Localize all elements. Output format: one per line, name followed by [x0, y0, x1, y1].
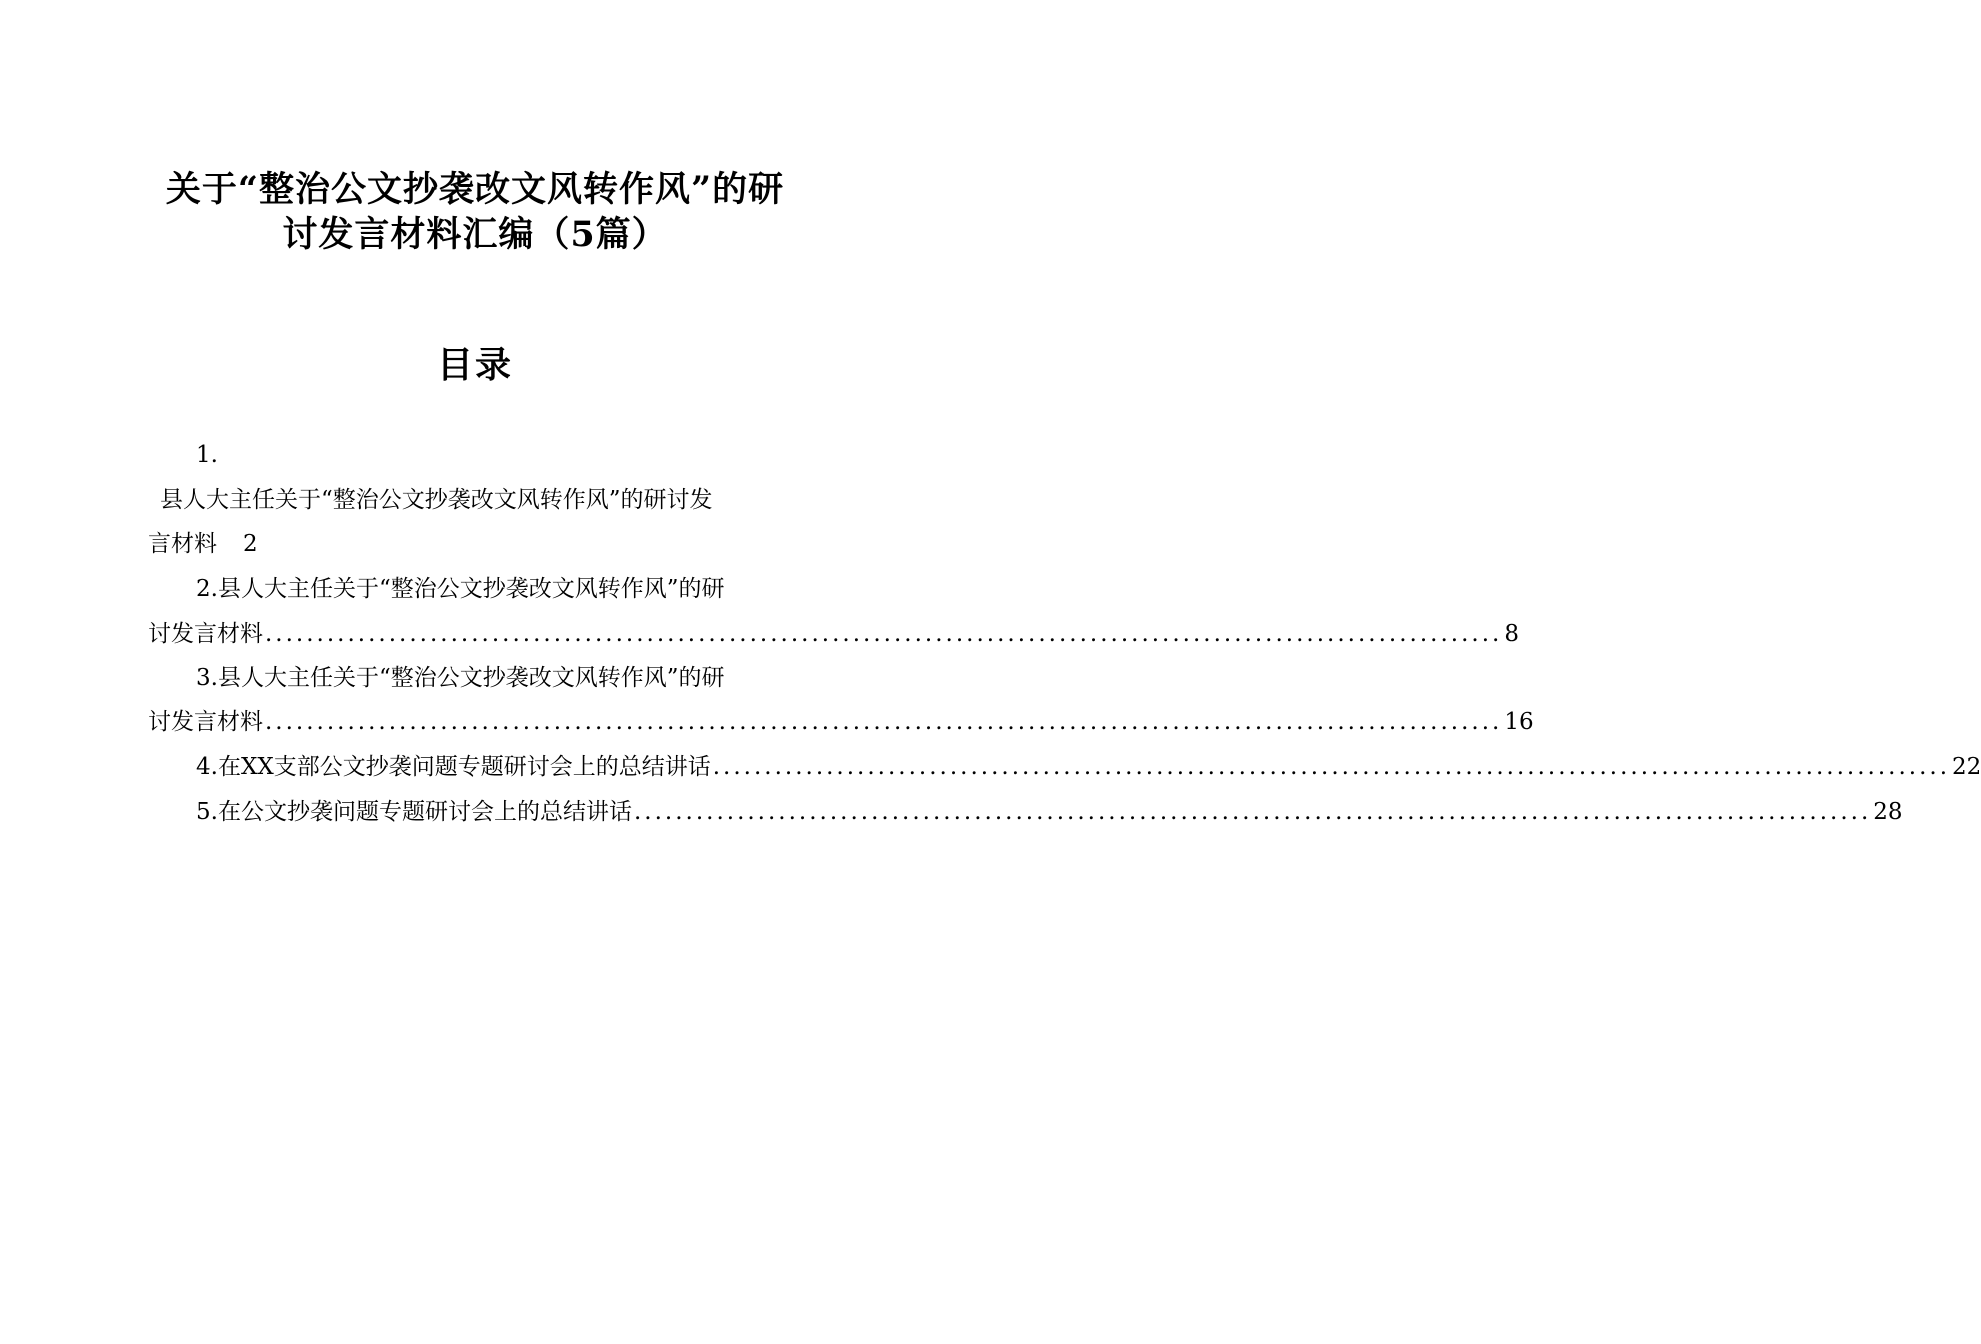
toc-entry-3-line-1[interactable] [196, 663, 805, 693]
toc-entry-1-line-2[interactable] [148, 529, 258, 559]
toc-entry-2-leader: ........................................................................................................................ [265, 621, 1503, 647]
toc-entry-5-leader: ........................................................................................................................ [633, 799, 1872, 825]
toc-entry-1-page: 2 [243, 531, 258, 557]
toc-entry-4-leader: ........................................................................................................................ [712, 754, 1951, 780]
toc-entry-3-text: 3.县人大主任关于“整治公文抄袭改文风转作风”的研 [196, 665, 725, 691]
toc-entry-1-text: 县人大主任关于“整治公文抄袭改文风转作风”的研讨发 [160, 487, 713, 513]
toc-entry-1-number[interactable]: 1. [196, 442, 218, 468]
toc-entry-2-line-2[interactable] [148, 619, 1519, 649]
toc-entry-3-text-cont: 讨发言材料 [148, 709, 263, 735]
toc-entry-1-line-1[interactable] [160, 485, 805, 515]
toc-entry-2-text-cont: 讨发言材料 [148, 621, 263, 647]
toc-entry-4[interactable] [196, 752, 1981, 782]
toc-entry-5[interactable] [196, 797, 1903, 827]
toc-entry-5-page: 28 [1873, 799, 1903, 825]
toc-entry-3-leader: ........................................................................................................................ [265, 709, 1503, 735]
document-title-line-2: 讨发言材料汇编（5篇） [282, 214, 668, 255]
toc-heading: 目录 [436, 344, 513, 386]
toc-entry-2-page: 8 [1504, 621, 1519, 647]
toc-entry-1-text-cont: 言材料 [148, 531, 217, 557]
toc-entry-5-text: 5.在公文抄袭问题专题研讨会上的总结讲话 [196, 799, 632, 825]
toc-entry-4-page: 22 [1952, 754, 1981, 780]
toc-entry-2-line-1[interactable] [196, 574, 805, 604]
toc-entry-3-page: 16 [1504, 709, 1534, 735]
toc-entry-3-line-2[interactable] [148, 707, 1534, 737]
toc-entry-2-text: 2.县人大主任关于“整治公文抄袭改文风转作风”的研 [196, 576, 725, 602]
toc-entry-4-text: 4.在XX支部公文抄袭问题专题研讨会上的总结讲话 [196, 754, 711, 780]
document-title-line-1: 关于“整治公文抄袭改文风转作风”的研 [165, 169, 785, 210]
